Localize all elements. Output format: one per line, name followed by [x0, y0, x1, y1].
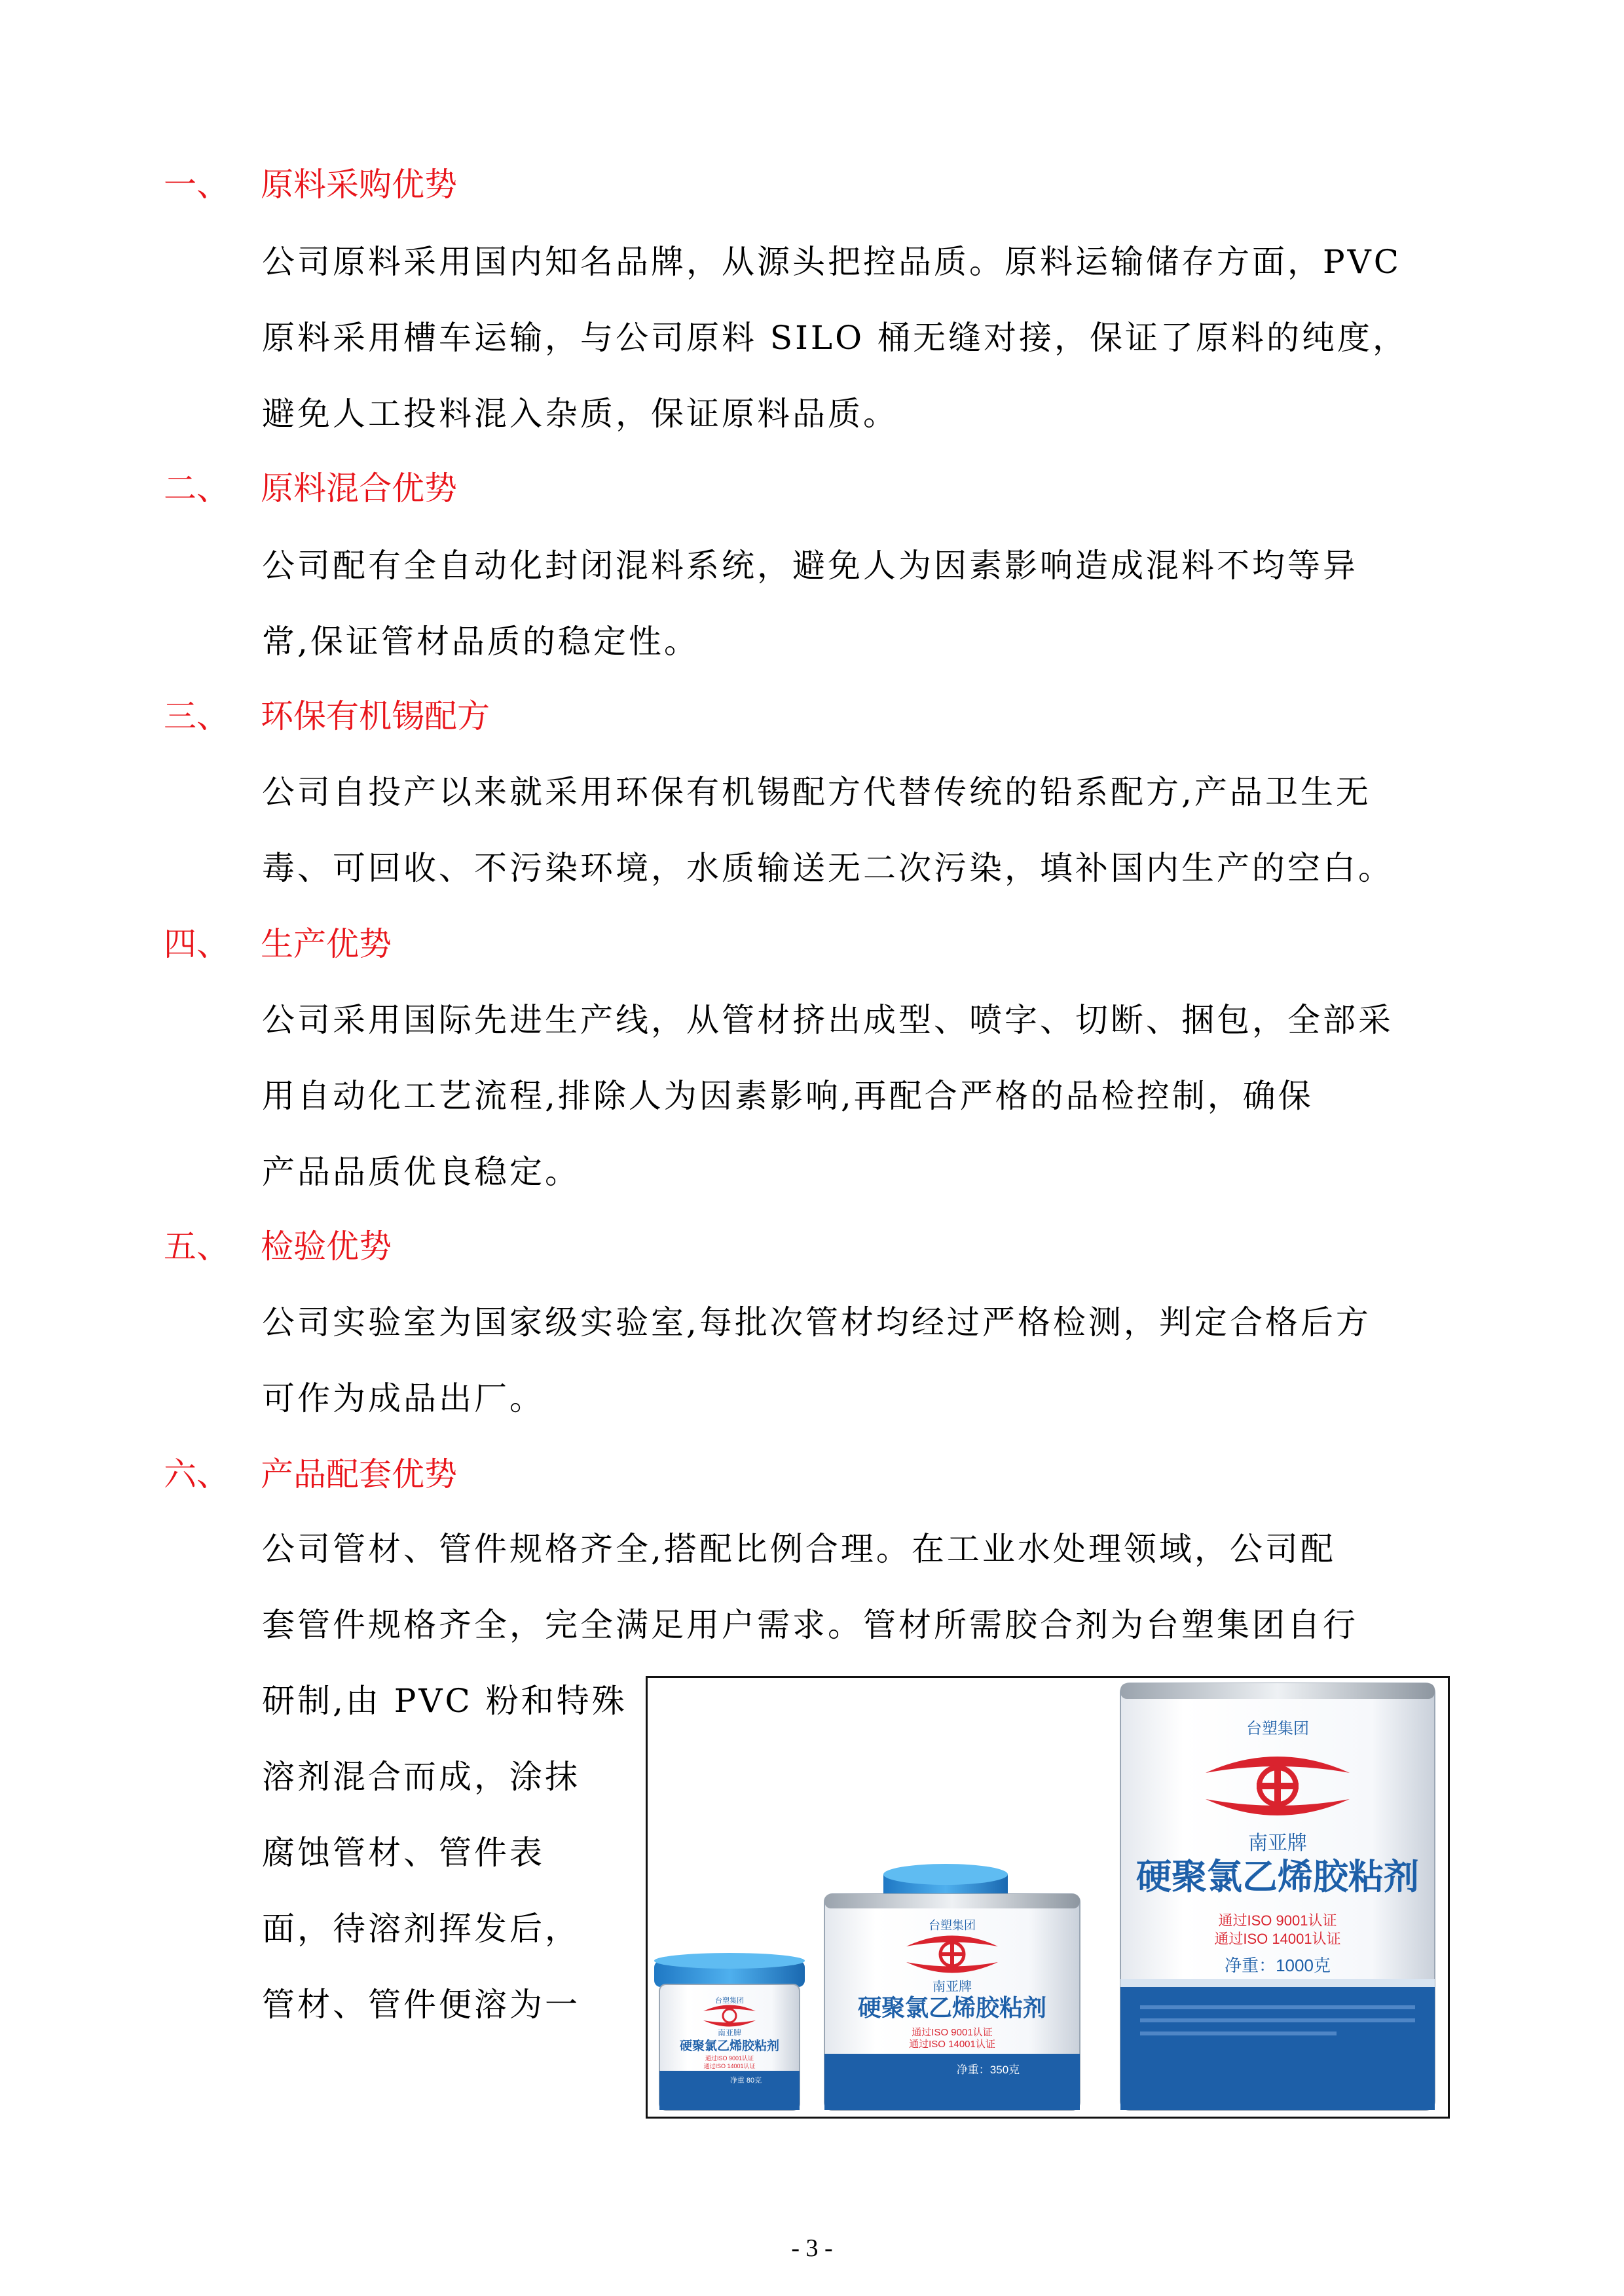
- paragraph-line: 研制,由 PVC 粉和特殊: [262, 1682, 627, 1720]
- paragraph-line: 公司原料采用国内知名品牌，从源头把控品质。原料运输储存方面，PVC: [262, 243, 1402, 281]
- section-title: 环保有机锡配方: [261, 697, 490, 735]
- section-heading-1: [164, 165, 457, 204]
- can-group-label: 台塑集团: [715, 1997, 744, 2005]
- paragraph-line: 毒、可回收、不污染环境，水质输送无二次污染，填补国内生产的空白。: [262, 849, 1393, 887]
- section-title: 原料采购优势: [261, 166, 457, 204]
- can-product-label: 硬聚氯乙烯胶粘剂: [857, 1994, 1047, 2021]
- can-product-label: 硬聚氯乙烯胶粘剂: [679, 2039, 780, 2053]
- section-title: 检验优势: [261, 1228, 392, 1266]
- section-number: 二、: [164, 469, 229, 507]
- medium-can-lid: [883, 1864, 1008, 1898]
- can-cert-label: 通过ISO 14001认证: [1214, 1931, 1341, 1947]
- can-weight-label: 净重：1000克: [1225, 1956, 1331, 1975]
- can-group-label: 台塑集团: [1246, 1720, 1309, 1738]
- paragraph-line: 产品品质优良稳定。: [262, 1153, 580, 1191]
- small-can-lid: [654, 1953, 805, 1987]
- paragraph-line: 公司配有全自动化封闭混料系统，避免人为因素影响造成混料不均等异: [262, 547, 1358, 585]
- paragraph-line: 可作为成品出厂。: [262, 1379, 545, 1417]
- paragraph-line: 面，待溶剂挥发后，: [262, 1910, 580, 1948]
- paragraph-line: 避免人工投料混入杂质，保证原料品质。: [262, 395, 898, 433]
- page-number: - 3 -: [791, 2234, 833, 2262]
- paragraph-line: 公司自投产以来就采用环保有机锡配方代替传统的铅系配方,产品卫生无: [262, 773, 1371, 811]
- paragraph-line: 腐蚀管材、管件表: [262, 1834, 545, 1872]
- section-heading-6: [164, 1455, 457, 1494]
- section-title: 原料混合优势: [261, 469, 457, 507]
- can-brand-label: 南亚牌: [717, 2028, 742, 2037]
- section-title: 生产优势: [261, 925, 392, 963]
- can-group-label: 台塑集团: [929, 1919, 976, 1932]
- section-number: 六、: [164, 1455, 229, 1493]
- section-heading-5: [164, 1227, 392, 1266]
- paragraph-line: 原料采用槽车运输，与公司原料 SILO 桶无缝对接，保证了原料的纯度，: [262, 319, 1408, 357]
- can-cert-label: 通过ISO 9001认证: [1218, 1912, 1337, 1929]
- section-heading-3: [164, 697, 490, 736]
- can-cert-label: 通过ISO 9001认证: [912, 2027, 993, 2038]
- paragraph-line: 管材、管件便溶为一: [262, 1986, 580, 2024]
- section-number: 三、: [164, 697, 229, 735]
- medium-can: [824, 1894, 1080, 2110]
- can-brand-label: 南亚牌: [932, 1980, 972, 1994]
- paragraph-line: 公司实验室为国家级实验室,每批次管材均经过严格检测，判定合格后方: [262, 1303, 1371, 1341]
- paragraph-line: 公司管材、管件规格齐全,搭配比例合理。在工业水处理领域，公司配: [262, 1530, 1336, 1568]
- section-title: 产品配套优势: [261, 1455, 457, 1493]
- paragraph-line: 用自动化工艺流程,排除人为因素影响,再配合严格的品检控制，确保: [262, 1077, 1314, 1115]
- glue-cans-photo: [646, 1676, 1450, 2119]
- paragraph-line: 溶剂混合而成，涂抹: [262, 1758, 580, 1796]
- section-number: 四、: [164, 925, 229, 963]
- can-cert-label: 通过ISO 14001认证: [703, 2063, 756, 2069]
- small-can: [659, 1984, 800, 2110]
- paragraph-line: 套管件规格齐全，完全满足用户需求。管材所需胶合剂为台塑集团自行: [262, 1606, 1358, 1644]
- section-heading-2: [164, 469, 457, 508]
- paragraph-line: 公司采用国际先进生产线，从管材挤出成型、喷字、切断、捆包，全部采: [262, 1001, 1393, 1039]
- section-number: 一、: [164, 166, 229, 204]
- can-weight-label: 净重：350克: [956, 2064, 1020, 2076]
- can-cert-label: 通过ISO 14001认证: [909, 2039, 995, 2050]
- can-weight-label: 净重 80克: [729, 2077, 762, 2085]
- section-heading-4: [164, 924, 392, 964]
- paragraph-line: 常,保证管材品质的稳定性。: [262, 623, 699, 661]
- large-can: [1120, 1683, 1435, 2110]
- can-product-label: 硬聚氯乙烯胶粘剂: [1136, 1857, 1419, 1897]
- can-brand-label: 南亚牌: [1248, 1832, 1307, 1854]
- section-number: 五、: [164, 1228, 229, 1266]
- can-cert-label: 通过ISO 9001认证: [705, 2055, 754, 2062]
